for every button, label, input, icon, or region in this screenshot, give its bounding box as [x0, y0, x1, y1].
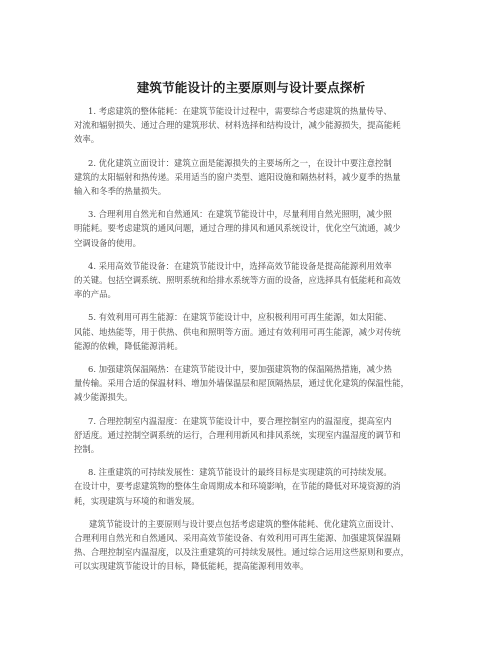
paragraph-line: 8. 注重建筑的可持续发展性：建筑节能设计的最终目标是实现建筑的可持续发展。 [88, 467, 392, 478]
document-body [74, 104, 446, 583]
paragraph-line: 热、合理控制室内温湿度，以及注重建筑的可持续发展性。通过综合运用这些原则和要点， [74, 547, 409, 558]
paragraph-5 [74, 310, 446, 353]
paragraph-1 [74, 104, 446, 147]
paragraph-line: 建筑节能设计的主要原则与设计要点包括考虑建筑的整体能耗、优化建筑立面设计、 [89, 518, 399, 529]
paragraph-line: 风能、地热能等，用于供热、供电和照明等方面。通过有效利用可再生能源，减少对传统 [74, 326, 401, 337]
paragraph-line: 合理利用自然光和自然通风、采用高效节能设备、有效利用可再生能源、加强建筑保温隔 [74, 533, 401, 544]
paragraph-line: 可以实现建筑节能设计的目标，降低能耗，提高能源利用效率。 [74, 561, 309, 572]
paragraph-4 [74, 259, 446, 302]
paragraph-line: 2. 优化建筑立面设计：建筑立面是能源损失的主要场所之一，在设计中要注意控制 [88, 157, 392, 168]
paragraph-7 [74, 414, 446, 457]
paragraph-2 [74, 156, 446, 199]
paragraph-line: 减少能源损失。 [74, 392, 133, 403]
paragraph-line: 率的产品。 [74, 289, 116, 300]
paragraph-line: 7. 合理控制室内温湿度：在建筑节能设计中，要合理控制室内的温湿度，提高室内 [88, 415, 392, 426]
paragraph-6 [74, 362, 446, 405]
paragraph-line: 在设计中，要考虑建筑物的整体生命周期成本和环境影响，在节能的降低对环境资源的消 [74, 481, 401, 492]
paragraph-line: 控制。 [74, 444, 100, 455]
paragraph-line: 1. 考虑建筑的整体能耗：在建筑节能设计过程中，需要综合考虑建筑的热量传导、 [88, 106, 392, 116]
paragraph-line: 能源的依赖，降低能源消耗。 [74, 340, 183, 351]
paragraph-line: 5. 有效利用可再生能源：在建筑节能设计中，应积极利用可再生能源，如太阳能、 [88, 312, 392, 323]
paragraph-line: 耗，实现建筑与环境的和谐发展。 [74, 495, 200, 506]
paragraph-line: 明能耗。要考虑建筑的通风问题，通过合理的排风和通风系统设计，优化空气流通，减少 [74, 223, 401, 234]
paragraph-line: 舒适度。通过控制空调系统的运行，合理利用新风和排风系统，实现室内温湿度的调节和 [74, 429, 401, 440]
paragraph-line: 效率。 [74, 134, 100, 145]
paragraph-line: 量传输。采用合适的保温材料、增加外墙保温层和屋顶隔热层，通过优化建筑的保温性能， [74, 378, 409, 389]
paragraph-8 [74, 465, 446, 508]
paragraph-line: 空调设备的使用。 [74, 237, 141, 248]
paragraph-line: 建筑的太阳辐射和热传递。采用适当的窗户类型、遮阳设施和隔热材料，减少夏季的热量 [74, 171, 401, 182]
paragraph-line: 输入和冬季的热量损失。 [74, 186, 167, 197]
paragraph-line: 3. 合理利用自然光和自然通风：在建筑节能设计中，尽量利用自然光照明，减少照 [88, 209, 392, 220]
paragraph-line: 6. 加强建筑保温隔热：在建筑节能设计中，要加强建筑物的保温隔热措施，减少热 [88, 364, 392, 375]
paragraph-3 [74, 207, 446, 250]
paragraph-line: 4. 采用高效节能设备：在建筑节能设计中，选择高效节能设备是提高能源利用效率 [88, 260, 392, 271]
document-title: 建筑节能设计的主要原则与设计要点探析 [136, 80, 366, 95]
paragraph-summary [74, 517, 446, 574]
paragraph-line: 对流和辐射损失、通过合理的建筑形状、材料选择和结构设计，减少能源损失，提高能耗 [74, 120, 401, 131]
paragraph-line: 的关键。包括空调系统、照明系统和给排水系统等方面的设备，应选择具有低能耗和高效 [74, 275, 401, 286]
